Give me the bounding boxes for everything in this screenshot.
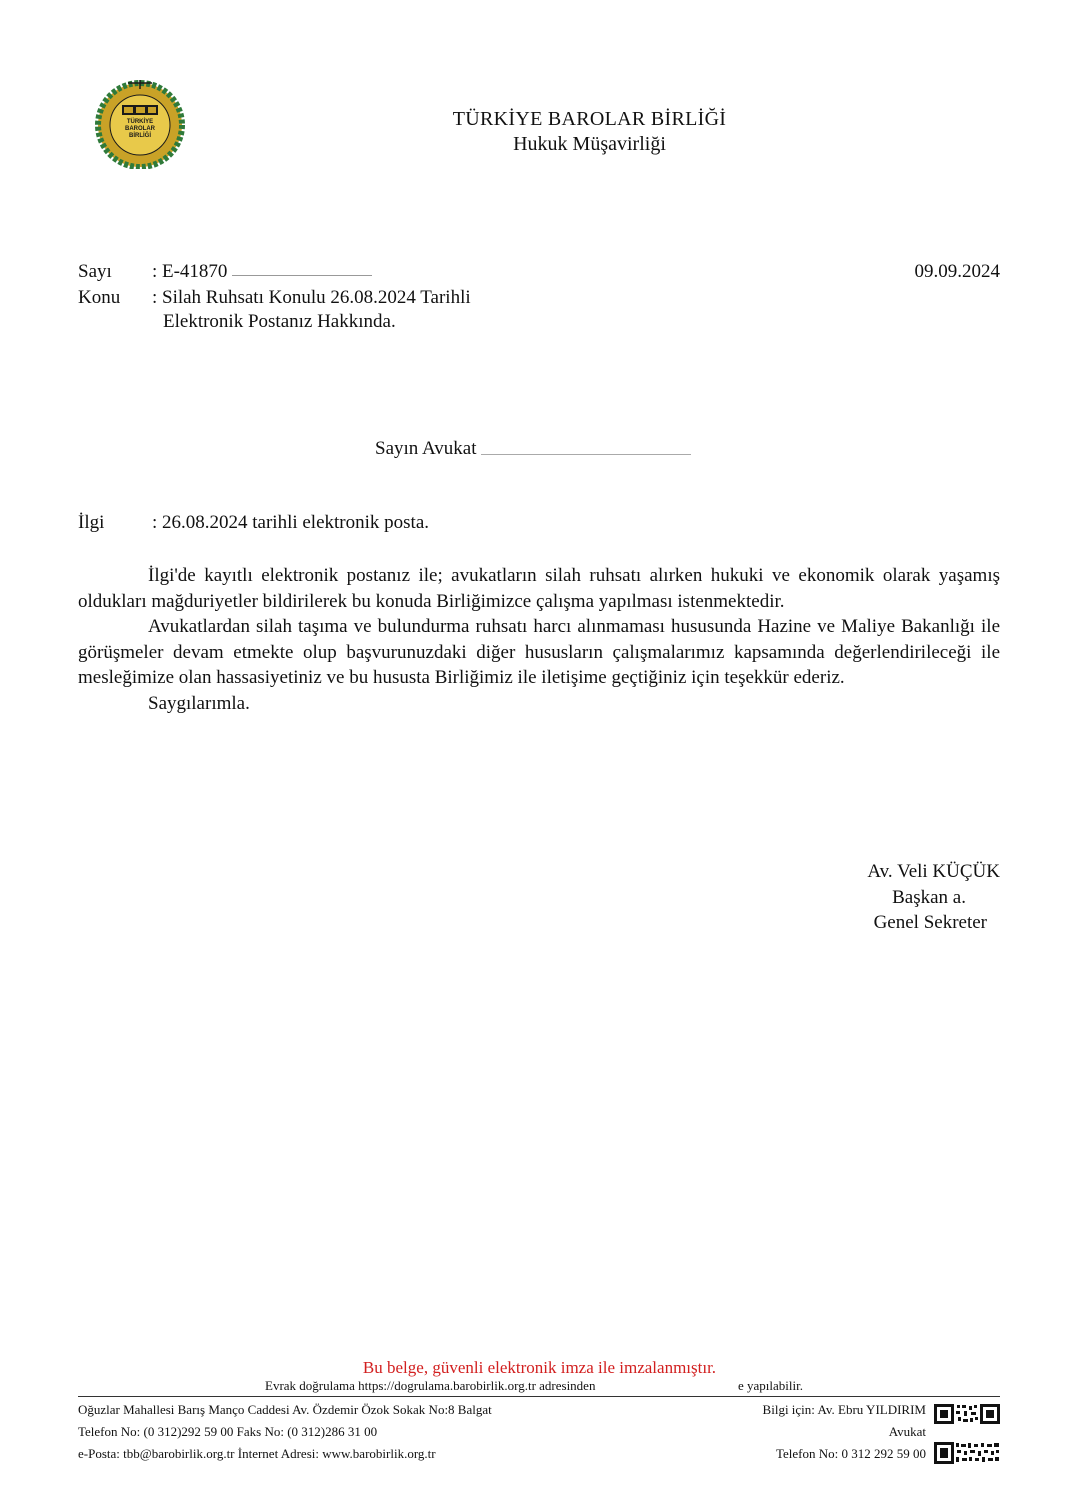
- ilgi-label: İlgi: [78, 512, 105, 533]
- footer-address: Oğuzlar Mahallesi Barış Manço Caddesi Av. Özdemir Özok Sokak No:8 Balgat: [78, 1402, 492, 1417]
- body-paragraph-2: Avukatlardan silah taşıma ve bulundurma ruhsatı harcı alınmaması hususunda Hazine ve Maliye Bakanlığı ile görüşmeler devam etmekte olup başvurunuzdaki diğer hususların çalışmalarımız kapsamında değerlendirileceği ile mesleğimize olan hassasiyetiniz ve bu hususta Birliğimiz ile iletişime geçtiğiniz için teşekkür ederiz.: [78, 616, 1000, 688]
- footer-divider: [78, 1396, 1000, 1397]
- organization-title: TÜRKİYE BAROLAR BİRLİĞİ: [452, 108, 727, 130]
- ilgi-row: [0, 512, 700, 538]
- logo-text-3: BİRLİĞİ: [129, 133, 151, 139]
- body-closing: Saygılarımla.: [148, 692, 250, 714]
- footer-phone-fax: Telefon No: (0 312)292 59 00 Faks No: (0 312)286 31 00: [78, 1424, 378, 1439]
- verification-prefix: Evrak doğrulama https://dogrulama.barobirlik.org.tr adresinden: [265, 1378, 596, 1393]
- sayi-label: Sayı: [78, 261, 112, 282]
- redacted-name: [481, 444, 691, 455]
- salutation: [375, 438, 691, 460]
- sayi-colon: :: [152, 261, 158, 282]
- body-paragraph-1: İlgi'de kayıtlı elektronik postanız ile; avukatların silah ruhsatı alırken hukuki ve ekonomik olarak yaşamış oldukları mağduriyetler bildirilerek bu konuda Birliğimizce çalışma yapılması istenmektedir.: [78, 565, 1000, 612]
- department-title: Hukuk Müşavirliği: [513, 133, 666, 155]
- footer-email-web: e-Posta: tbb@barobirlik.org.tr İnternet Adresi: www.barobirlik.org.tr: [78, 1446, 436, 1461]
- logo-text-2: BAROLAR: [125, 126, 155, 132]
- logo-text-1: TÜRKİYE: [126, 119, 154, 125]
- verification-suffix: e yapılabilir.: [738, 1378, 803, 1393]
- esign-notice: Bu belge, güvenli elektronik imza ile imzalanmıştır.: [362, 1358, 717, 1377]
- signatory-role-1: Başkan a.: [892, 887, 966, 908]
- letter-body: [78, 563, 1000, 716]
- info-title: Avukat: [888, 1424, 926, 1439]
- signatory-name: Av. Veli KÜÇÜK: [867, 861, 1000, 882]
- qr-code-icon: [934, 1404, 1000, 1424]
- sayi-value: E-41870: [162, 261, 228, 282]
- ilgi-value: 26.08.2024 tarihli elektronik posta.: [162, 512, 430, 533]
- barcode-icon: [934, 1442, 1000, 1464]
- info-phone: Telefon No: 0 312 292 59 00: [775, 1446, 926, 1461]
- ilgi-colon: :: [152, 512, 158, 533]
- document-date: 09.09.2024: [914, 261, 1000, 282]
- info-contact: Bilgi için: Av. Ebru YILDIRIM: [762, 1402, 926, 1417]
- signatory-role-2: Genel Sekreter: [873, 912, 987, 933]
- konu-line-1: Silah Ruhsatı Konulu 26.08.2024 Tarihli: [162, 287, 471, 308]
- konu-colon: :: [152, 287, 158, 308]
- salutation-text: Sayın Avukat: [375, 438, 477, 459]
- konu-label: Konu: [78, 287, 121, 308]
- konu-line-2: Elektronik Postanız Hakkında.: [163, 311, 396, 332]
